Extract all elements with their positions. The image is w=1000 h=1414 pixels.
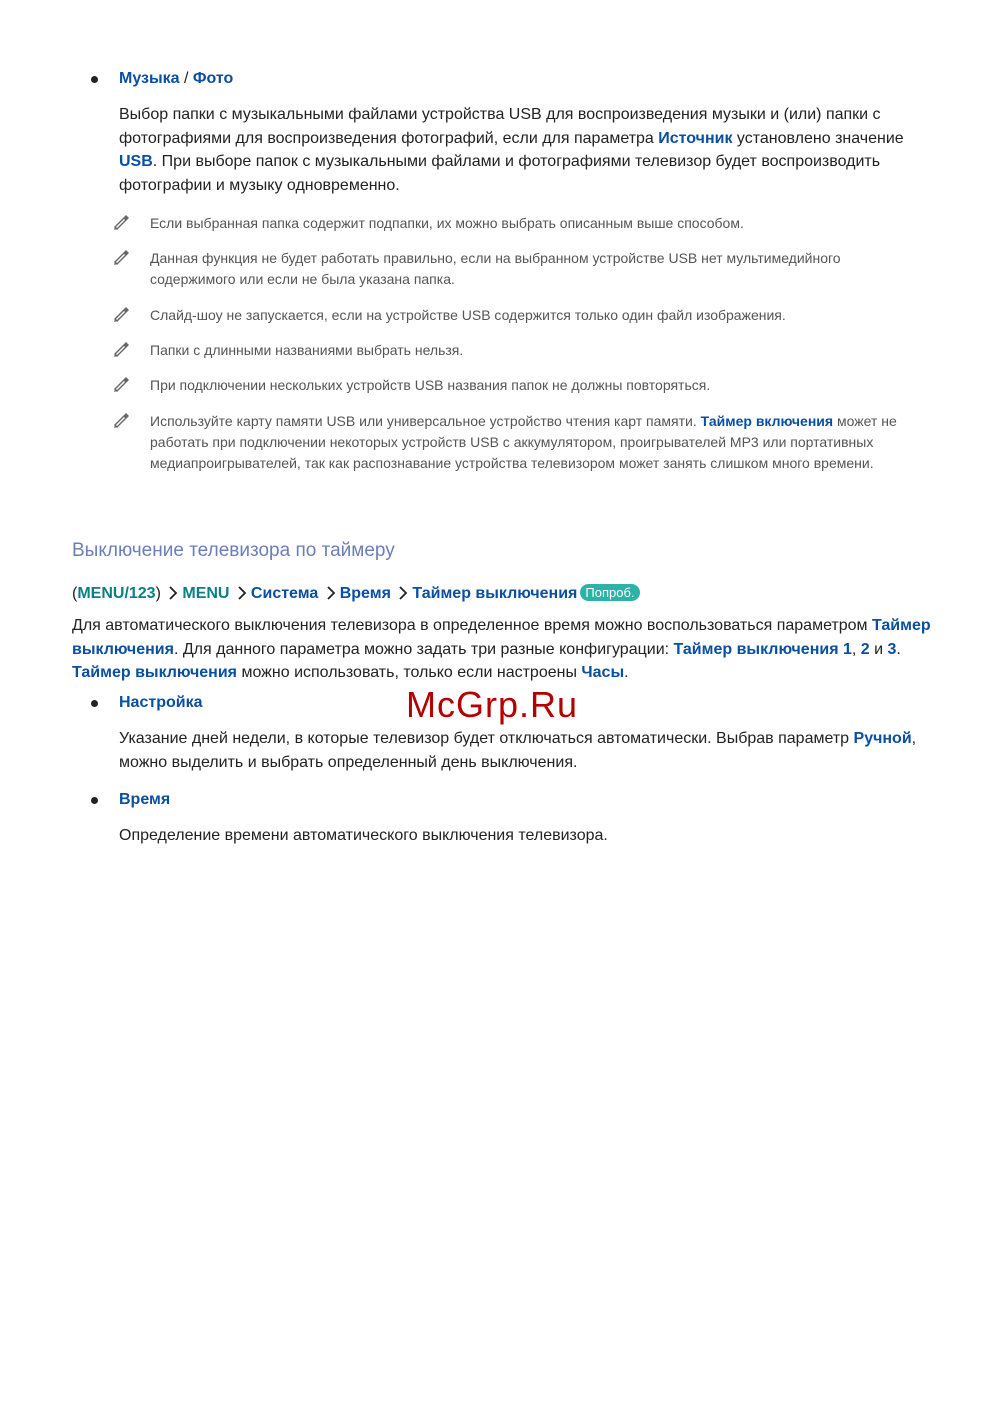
time-title[interactable]: Время bbox=[119, 791, 171, 808]
try-now-button[interactable]: Попроб. bbox=[580, 584, 639, 601]
note-1-text: Если выбранная папка содержит подпапки, их можно выбрать описанным выше способом. bbox=[150, 215, 744, 231]
setup-description bbox=[119, 727, 919, 774]
menu-path bbox=[72, 584, 640, 603]
desc-text-3: . При выборе папок с музыкальными файлами и фотографиями телевизор будет воспроизводить фотографии и музыку одновременно. bbox=[119, 153, 881, 194]
bullet-music-photo bbox=[91, 76, 98, 83]
section-intro bbox=[72, 614, 942, 685]
note-5 bbox=[112, 375, 912, 396]
note-2-text: Данная функция не будет работать правильно, если на выбранном устройстве USB нет мультимедийного содержимого или если не была указана папка. bbox=[150, 250, 841, 287]
path-open-paren: ( bbox=[72, 585, 78, 602]
chevron-right-icon bbox=[399, 586, 408, 600]
sleep-timer-link-2[interactable]: Таймер выключения bbox=[72, 664, 238, 681]
setup-desc-1: Указание дней недели, в которые телевизор будет отключаться автоматически. Выбрав параметр bbox=[119, 730, 854, 747]
chevron-right-icon bbox=[238, 586, 247, 600]
pencil-note-icon bbox=[112, 411, 130, 429]
note-3 bbox=[112, 305, 912, 326]
note-2 bbox=[112, 248, 912, 290]
time-description: Определение времени автоматического выключения телевизора. bbox=[119, 827, 608, 844]
bullet-setup bbox=[91, 700, 98, 707]
chevron-right-icon bbox=[327, 586, 336, 600]
clock-link[interactable]: Часы bbox=[581, 664, 625, 681]
title-separator: / bbox=[179, 70, 193, 87]
photo-link[interactable]: Фото bbox=[192, 70, 234, 87]
note-6 bbox=[112, 411, 912, 474]
note-6-text bbox=[150, 411, 912, 474]
intro-dot: . bbox=[896, 640, 901, 658]
sleep-timer-1-link[interactable]: Таймер выключения 1 bbox=[673, 640, 852, 658]
music-photo-title bbox=[119, 70, 233, 88]
intro-and: и bbox=[869, 640, 888, 658]
music-photo-description bbox=[119, 103, 919, 197]
desc-text-2: установлено значение bbox=[732, 129, 904, 147]
bullet-time bbox=[91, 797, 98, 804]
note-3-text: Слайд-шоу не запускается, если на устройстве USB содержится только один файл изображения. bbox=[150, 307, 786, 323]
setup-desc-2: , можно выделить и выбрать определенный день выключения. bbox=[119, 730, 917, 771]
path-sleep-timer[interactable]: Таймер выключения bbox=[412, 585, 578, 602]
note-6-text-2: может не работать при подключении некоторых устройств USB с аккумулятором, проигрывателей MP3 или портативных медиапроигрывателей, так как распознавание устройства телевизором может занять слишком много времени. bbox=[150, 413, 897, 471]
intro-text-2: . Для данного параметра можно задать три разные конфигурации: bbox=[173, 640, 674, 658]
path-close-paren: ) bbox=[155, 585, 161, 602]
sleep-timer-link[interactable]: Таймер выключения bbox=[72, 617, 931, 658]
pencil-note-icon bbox=[112, 213, 130, 231]
on-timer-link[interactable]: Таймер включения bbox=[700, 413, 834, 429]
pencil-note-icon bbox=[112, 248, 130, 266]
sleep-timer-3-link[interactable]: 3 bbox=[887, 640, 897, 658]
pencil-note-icon bbox=[112, 375, 130, 393]
path-system[interactable]: Система bbox=[250, 585, 319, 602]
intro-end: . bbox=[624, 664, 629, 681]
path-menu123: MENU/123 bbox=[77, 585, 156, 602]
note-1 bbox=[112, 213, 912, 234]
note-4 bbox=[112, 340, 912, 361]
intro-text-3: можно использовать, только если настроены bbox=[237, 664, 582, 681]
path-time[interactable]: Время bbox=[339, 585, 391, 602]
path-menu: MENU bbox=[182, 585, 230, 602]
pencil-note-icon bbox=[112, 340, 130, 358]
sleep-timer-2-link[interactable]: 2 bbox=[860, 640, 870, 658]
manual-link[interactable]: Ручной bbox=[853, 730, 912, 747]
note-4-text: Папки с длинными названиями выбрать нельзя. bbox=[150, 342, 464, 358]
music-link[interactable]: Музыка bbox=[119, 70, 180, 87]
intro-text-1: Для автоматического выключения телевизора в определенное время можно воспользоваться параметром bbox=[72, 617, 872, 634]
watermark: McGrp.Ru bbox=[406, 684, 579, 725]
note-6-text-1: Используйте карту памяти USB или универсальное устройство чтения карт памяти. bbox=[150, 413, 701, 429]
usb-link[interactable]: USB bbox=[119, 153, 153, 170]
source-link[interactable]: Источник bbox=[658, 129, 733, 147]
section-title: Выключение телевизора по таймеру bbox=[72, 540, 395, 561]
intro-comma: , bbox=[851, 640, 861, 658]
setup-title[interactable]: Настройка bbox=[119, 694, 203, 711]
note-5-text: При подключении нескольких устройств USB названия папок не должны повторяться. bbox=[150, 377, 711, 393]
chevron-right-icon bbox=[169, 586, 178, 600]
pencil-note-icon bbox=[112, 305, 130, 323]
desc-text-1: Выбор папки с музыкальными файлами устройства USB для воспроизведения музыки и (или) папки с фотографиями для воспроизведения фотографий, если для параметра bbox=[119, 106, 881, 147]
